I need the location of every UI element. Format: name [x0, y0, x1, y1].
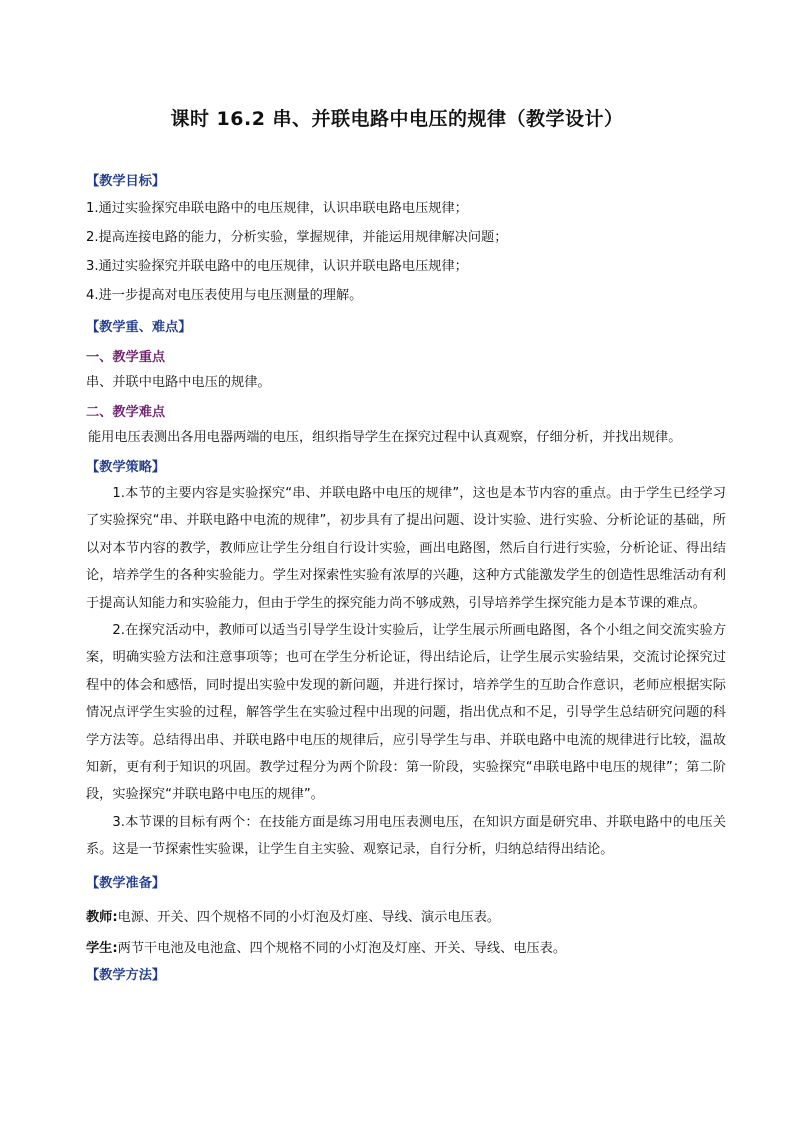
objective-item: 2.提高连接电路的能力，分析实验，掌握规律，并能运用规律解决问题；: [86, 230, 508, 245]
document-body: [86, 170, 726, 988]
teacher-preparation: [86, 902, 726, 933]
student-preparation: [86, 933, 726, 964]
methods-heading: 【教学方法】: [86, 967, 166, 983]
difficulty-text: 能用电压表测出各用电器两端的电压，组织指导学生在探究过程中认真观察，仔细分析，并找出规律。: [88, 430, 682, 445]
student-label: 学生:: [86, 940, 118, 956]
strategy-section: [86, 456, 726, 864]
strategy-paragraph: 3.本节课的目标有两个：在技能方面是练习用电压表测电压，在知识方面是研究串、并联电路中的电压关系。这是一节探索性实验课，让学生自主实验、观察记录，自行分析，归纳总结得出结论。: [86, 814, 726, 858]
objective-item: 4.进一步提高对电压表使用与电压测量的理解。: [86, 288, 363, 303]
page-title: 课时 16.2 串、并联电路中电压的规律（教学设计）: [170, 108, 624, 130]
focus-text: 串、并联中电路中电压的规律。: [86, 375, 271, 390]
teacher-text: 电源、开关、四个规格不同的小灯泡及灯座、导线、演示电压表。: [117, 909, 501, 925]
preparation-heading: 【教学准备】: [86, 875, 166, 891]
preparation-section: [86, 872, 726, 964]
methods-section: [86, 964, 726, 988]
objectives-heading: 【教学目标】: [86, 174, 166, 189]
teacher-label: 教师:: [86, 909, 118, 925]
strategy-heading: 【教学策略】: [86, 460, 166, 475]
objective-item: 1.通过实验探究串联电路中的电压规律，认识串联电路电压规律；: [86, 201, 468, 216]
key-points-heading: 【教学重、难点】: [86, 320, 192, 335]
strategy-paragraph: 2.在探究活动中，教师可以适当引导学生设计实验后，让学生展示所画电路图，各个小组之间交流实验方案，明确实验方法和注意事项等；也可在学生分析论证，得出结论后，让学生展示实验结果，交流讨论探究过程中的体会和感悟，同时提出实验中发现的新问题，并进行探讨，培养学生的互助合作意识，老师应根据实际情况点评学生实验的过程，解答学生在实验过程中出现的问题，指出优点和不足，引导学生总结研究问题的科学方法等。总结得出串、并联电路中电压的规律后，应引导学生与串、并联电路中电流的规律进行比较，温故知新，更有利于知识的巩固。教学过程分为两个阶段：第一阶段，实验探究“串联电路中电压的规律”；第二阶段，实验探究“并联电路中电压的规律”。: [86, 623, 726, 803]
focus-heading: 一、教学重点: [86, 350, 166, 365]
objective-item: 3.通过实验探究并联电路中的电压规律，认识并联电路电压规律；: [86, 259, 468, 274]
strategy-paragraph: 1.本节的主要内容是实验探究“串、并联电路中电压的规律”，这也是本节内容的重点。由于学生已经学习了实验探究“串、并联电路中电流的规律”，初步具有了提出问题、设计实验、进行实验、分析论证的基础，所以对本节内容的教学，教师应让学生分组自行设计实验，画出电路图，然后自行进行实验，分析论证、得出结论，培养学生的各种实验能力。学生对探索性实验有浓厚的兴趣，这种方式能激发学生的创造性思维活动有利于提高认知能力和实验能力，但由于学生的探究能力尚不够成熟，引导培养学生探究能力是本节课的难点。: [86, 486, 726, 611]
difficulty-heading: 二、教学难点: [86, 405, 166, 420]
student-text: 两节干电池及电池盒、四个规格不同的小灯泡及灯座、开关、导线、电压表。: [117, 940, 567, 956]
key-points-section: [86, 316, 726, 450]
objectives-section: [86, 170, 726, 310]
